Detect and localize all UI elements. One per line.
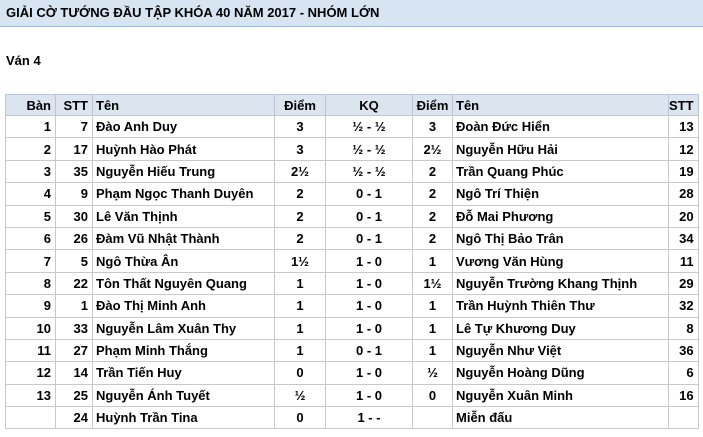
cell-board: 5 (6, 205, 56, 227)
cell-board: 4 (6, 183, 56, 205)
page-title: GIẢI CỜ TƯỚNG ĐẦU TẬP KHÓA 40 NĂM 2017 - NHÓM LỚN (6, 5, 380, 20)
cell-stt-left: 27 (56, 339, 93, 361)
cell-stt-right: 19 (669, 160, 699, 182)
cell-score-right: 1 (413, 295, 453, 317)
cell-result: 0 - 1 (326, 205, 413, 227)
cell-stt-left: 14 (56, 362, 93, 384)
cell-result: 1 - - (326, 407, 413, 429)
table-row (6, 407, 699, 429)
header-score-right: Điểm (413, 95, 453, 116)
cell-stt-right: 12 (669, 138, 699, 160)
cell-name-right: Nguyễn Xuân Minh (453, 384, 669, 406)
cell-name-right: Đỗ Mai Phương (453, 205, 669, 227)
table-row (6, 138, 699, 160)
cell-stt-left: 35 (56, 160, 93, 182)
cell-name-left: Tôn Thất Nguyên Quang (93, 272, 275, 294)
cell-name-right: Ngô Trí Thiện (453, 183, 669, 205)
cell-name-left: Đàm Vũ Nhật Thành (93, 227, 275, 249)
header-name-right: Tên (453, 95, 669, 116)
cell-score-right: ½ (413, 362, 453, 384)
cell-name-right: Trần Huỳnh Thiên Thư (453, 295, 669, 317)
cell-name-right: Miễn đấu (453, 407, 669, 429)
cell-result: 1 - 0 (326, 317, 413, 339)
cell-name-left: Nguyễn Ánh Tuyết (93, 384, 275, 406)
cell-score-right (413, 407, 453, 429)
cell-name-left: Đào Anh Duy (93, 116, 275, 138)
cell-result: 1 - 0 (326, 362, 413, 384)
cell-name-right: Ngô Thị Bảo Trân (453, 227, 669, 249)
cell-stt-left: 7 (56, 116, 93, 138)
cell-result: ½ - ½ (326, 116, 413, 138)
cell-name-right: Lê Tự Khương Duy (453, 317, 669, 339)
cell-result: 1 - 0 (326, 250, 413, 272)
cell-score-right: 1 (413, 250, 453, 272)
table-row (6, 227, 699, 249)
cell-name-left: Đào Thị Minh Anh (93, 295, 275, 317)
table-row (6, 116, 699, 138)
cell-name-left: Huỳnh Trần Tina (93, 407, 275, 429)
cell-stt-right: 16 (669, 384, 699, 406)
cell-score-right: 1½ (413, 272, 453, 294)
cell-score-left: 2 (275, 205, 326, 227)
cell-name-left: Nguyễn Hiếu Trung (93, 160, 275, 182)
header-name-left: Tên (93, 95, 275, 116)
cell-result: 1 - 0 (326, 384, 413, 406)
cell-name-left: Phạm Minh Thắng (93, 339, 275, 361)
cell-stt-left: 1 (56, 295, 93, 317)
cell-stt-right: 36 (669, 339, 699, 361)
round-label: Ván 4 (6, 53, 41, 68)
cell-score-left: 0 (275, 407, 326, 429)
table-row (6, 384, 699, 406)
cell-name-right: Nguyễn Trường Khang Thịnh (453, 272, 669, 294)
header-stt-left: STT (56, 95, 93, 116)
cell-stt-left: 5 (56, 250, 93, 272)
header-result: KQ (326, 95, 413, 116)
cell-score-right: 2 (413, 205, 453, 227)
cell-stt-left: 33 (56, 317, 93, 339)
table-row (6, 339, 699, 361)
cell-stt-right: 8 (669, 317, 699, 339)
cell-score-right: 2 (413, 227, 453, 249)
pairings-body (6, 116, 699, 429)
cell-stt-right: 11 (669, 250, 699, 272)
cell-board: 3 (6, 160, 56, 182)
cell-stt-left: 26 (56, 227, 93, 249)
cell-result: 1 - 0 (326, 272, 413, 294)
cell-stt-left: 9 (56, 183, 93, 205)
cell-result: 0 - 1 (326, 227, 413, 249)
cell-name-right: Đoàn Đức Hiển (453, 116, 669, 138)
cell-stt-right: 32 (669, 295, 699, 317)
cell-score-right: 1 (413, 317, 453, 339)
cell-name-right: Vương Văn Hùng (453, 250, 669, 272)
cell-result: ½ - ½ (326, 160, 413, 182)
cell-result: 0 - 1 (326, 339, 413, 361)
cell-board: 2 (6, 138, 56, 160)
cell-name-left: Phạm Ngọc Thanh Duyên (93, 183, 275, 205)
cell-score-right: 0 (413, 384, 453, 406)
cell-score-left: 2 (275, 183, 326, 205)
table-row (6, 295, 699, 317)
cell-board: 11 (6, 339, 56, 361)
cell-score-left: 1½ (275, 250, 326, 272)
cell-score-left: 2 (275, 227, 326, 249)
cell-board (6, 407, 56, 429)
table-row (6, 183, 699, 205)
cell-stt-right: 34 (669, 227, 699, 249)
title-bar (0, 0, 703, 27)
cell-board: 10 (6, 317, 56, 339)
cell-score-left: ½ (275, 384, 326, 406)
header-score-left: Điểm (275, 95, 326, 116)
cell-board: 7 (6, 250, 56, 272)
table-header-row (6, 95, 699, 116)
pairings-table (5, 94, 699, 429)
cell-stt-right: 6 (669, 362, 699, 384)
cell-stt-right: 20 (669, 205, 699, 227)
cell-score-right: 1 (413, 339, 453, 361)
cell-name-left: Trần Tiến Huy (93, 362, 275, 384)
cell-score-left: 0 (275, 362, 326, 384)
cell-name-left: Nguyễn Lâm Xuân Thy (93, 317, 275, 339)
cell-name-right: Trần Quang Phúc (453, 160, 669, 182)
cell-name-right: Nguyễn Như Việt (453, 339, 669, 361)
cell-score-left: 3 (275, 138, 326, 160)
cell-board: 12 (6, 362, 56, 384)
cell-name-left: Huỳnh Hào Phát (93, 138, 275, 160)
header-stt-right: STT (669, 95, 699, 116)
cell-board: 6 (6, 227, 56, 249)
cell-name-left: Lê Văn Thịnh (93, 205, 275, 227)
cell-board: 1 (6, 116, 56, 138)
cell-name-right: Nguyễn Hữu Hải (453, 138, 669, 160)
table-row (6, 272, 699, 294)
table-row (6, 362, 699, 384)
table-row (6, 205, 699, 227)
cell-score-right: 2½ (413, 138, 453, 160)
cell-score-left: 1 (275, 272, 326, 294)
table-row (6, 317, 699, 339)
cell-board: 8 (6, 272, 56, 294)
cell-stt-left: 24 (56, 407, 93, 429)
cell-board: 9 (6, 295, 56, 317)
cell-result: ½ - ½ (326, 138, 413, 160)
cell-stt-right: 29 (669, 272, 699, 294)
cell-stt-right (669, 407, 699, 429)
table-row (6, 250, 699, 272)
cell-score-right: 2 (413, 183, 453, 205)
table-row (6, 160, 699, 182)
cell-score-left: 1 (275, 339, 326, 361)
cell-name-right: Nguyễn Hoàng Dũng (453, 362, 669, 384)
cell-result: 0 - 1 (326, 183, 413, 205)
cell-stt-right: 13 (669, 116, 699, 138)
cell-stt-left: 30 (56, 205, 93, 227)
cell-stt-left: 17 (56, 138, 93, 160)
cell-score-left: 1 (275, 317, 326, 339)
cell-name-left: Ngô Thừa Ân (93, 250, 275, 272)
cell-score-left: 1 (275, 295, 326, 317)
cell-stt-right: 28 (669, 183, 699, 205)
cell-board: 13 (6, 384, 56, 406)
cell-result: 1 - 0 (326, 295, 413, 317)
cell-score-left: 2½ (275, 160, 326, 182)
cell-score-left: 3 (275, 116, 326, 138)
cell-stt-left: 22 (56, 272, 93, 294)
cell-stt-left: 25 (56, 384, 93, 406)
cell-score-right: 2 (413, 160, 453, 182)
cell-score-right: 3 (413, 116, 453, 138)
header-board: Bàn (6, 95, 56, 116)
